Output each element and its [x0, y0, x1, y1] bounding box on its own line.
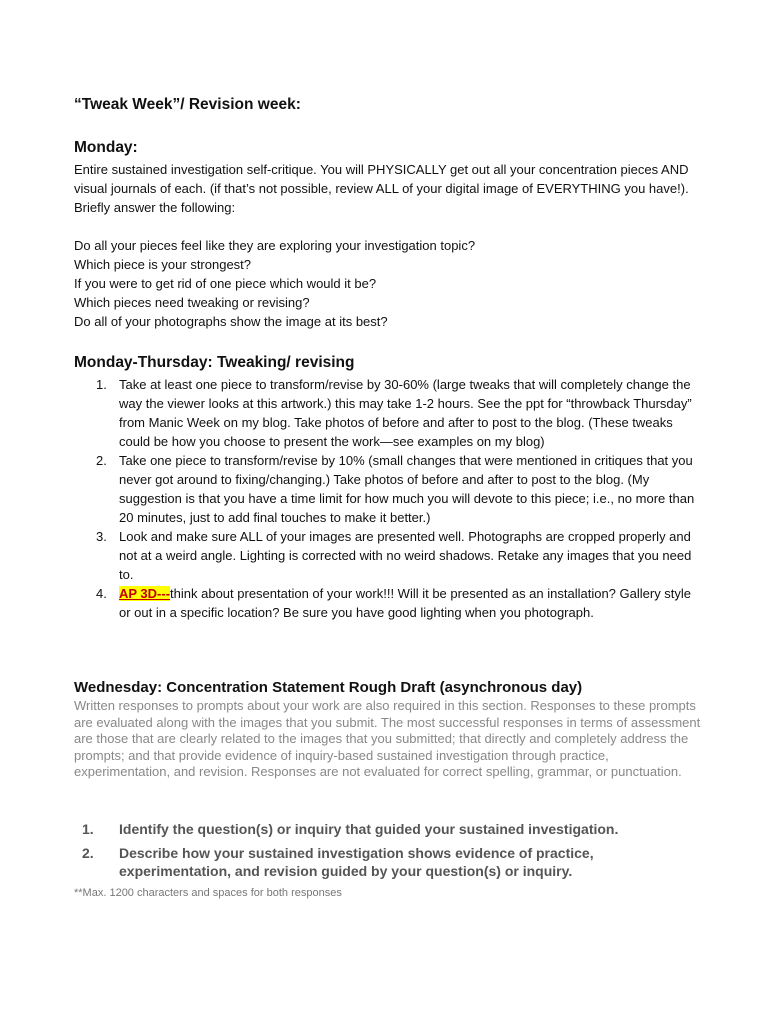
question-item: Which pieces need tweaking or revising?	[74, 295, 310, 310]
task-number: 3.	[96, 529, 107, 544]
task-item	[74, 527, 699, 584]
prompt-text: Identify the question(s) or inquiry that guided your sustained investigation.	[119, 821, 619, 837]
prompt-number: 2.	[82, 845, 94, 861]
prompt-item	[74, 844, 694, 880]
footnote: **Max. 1200 characters and spaces for both responses	[74, 887, 342, 899]
task-item	[74, 451, 699, 527]
page-title: “Tweak Week”/ Revision week:	[74, 96, 301, 113]
task-number: 2.	[96, 453, 107, 468]
prompt-item	[74, 820, 694, 838]
question-item: Do all of your photographs show the image at its best?	[74, 314, 388, 329]
question-item: Do all your pieces feel like they are exploring your investigation topic?	[74, 238, 476, 253]
wednesday-description: Written responses to prompts about your work are also required in this section. Responses to these prompts are evaluated along with the images that you submit. The most successful responses in terms of assessment are those that are clearly related to the images that you submitted; that directly and completely address the prompts; and that provide evidence of inquiry-based sustained investigation through practice, experimentation, and revision. Responses are not evaluated for correct spelling, grammar, or punctuation.	[74, 698, 701, 780]
task-number: 4.	[96, 586, 107, 601]
monday-thursday-heading: Monday-Thursday: Tweaking/ revising	[74, 354, 355, 371]
task-number: 1.	[96, 377, 107, 392]
monday-heading: Monday:	[74, 139, 138, 156]
wednesday-heading: Wednesday: Concentration Statement Rough Draft (asynchronous day)	[74, 679, 583, 696]
task-text: think about presentation of your work!!! Will it be presented as an installation? Gallery style or out in a specific location? Be sure you have good lighting when you photograph.	[119, 586, 692, 620]
task-text: Take at least one piece to transform/revise by 30-60% (large tweaks that will completely change the way the viewer looks at this artwork.) this may take 1-2 hours. See the ppt for “throwback Thursday” from Manic Week on my blog. Take photos of before and after to post to the blog. (These tweaks could be how you choose to present the work—see examples on my blog)	[119, 377, 692, 449]
task-text: Look and make sure ALL of your images are presented well. Photographs are cropped properly and not at a weird angle. Lighting is corrected with no weird shadows. Retake any images that you need to.	[119, 529, 692, 582]
prompt-text: Describe how your sustained investigation shows evidence of practice, experimentation, and revision guided by your question(s) or inquiry.	[119, 845, 594, 879]
prompt-list	[74, 820, 694, 886]
question-item: Which piece is your strongest?	[74, 257, 252, 272]
task-item	[74, 584, 699, 622]
task-item	[74, 375, 699, 451]
prompt-number: 1.	[82, 821, 94, 837]
revision-task-list	[74, 375, 699, 622]
task-text: Take one piece to transform/revise by 10% (small changes that were mentioned in critiques that you never got around to fixing/changing.) Take photos of before and after to post to the blog. (My suggestion is that you have a time limit for how much you will devote to this piece; i.e., no more than 20 minutes, just to add final touches to make it better.)	[119, 453, 695, 525]
ap-3d-highlight: AP 3D---	[119, 586, 171, 601]
question-item: If you were to get rid of one piece which would it be?	[74, 276, 377, 291]
monday-intro: Entire sustained investigation self-critique. You will PHYSICALLY get out all your concentration pieces AND visual journals of each. (if that’s not possible, review ALL of your digital image of EVERYTHING you have!). Briefly answer the following:	[74, 162, 689, 215]
monday-questions	[74, 236, 714, 331]
